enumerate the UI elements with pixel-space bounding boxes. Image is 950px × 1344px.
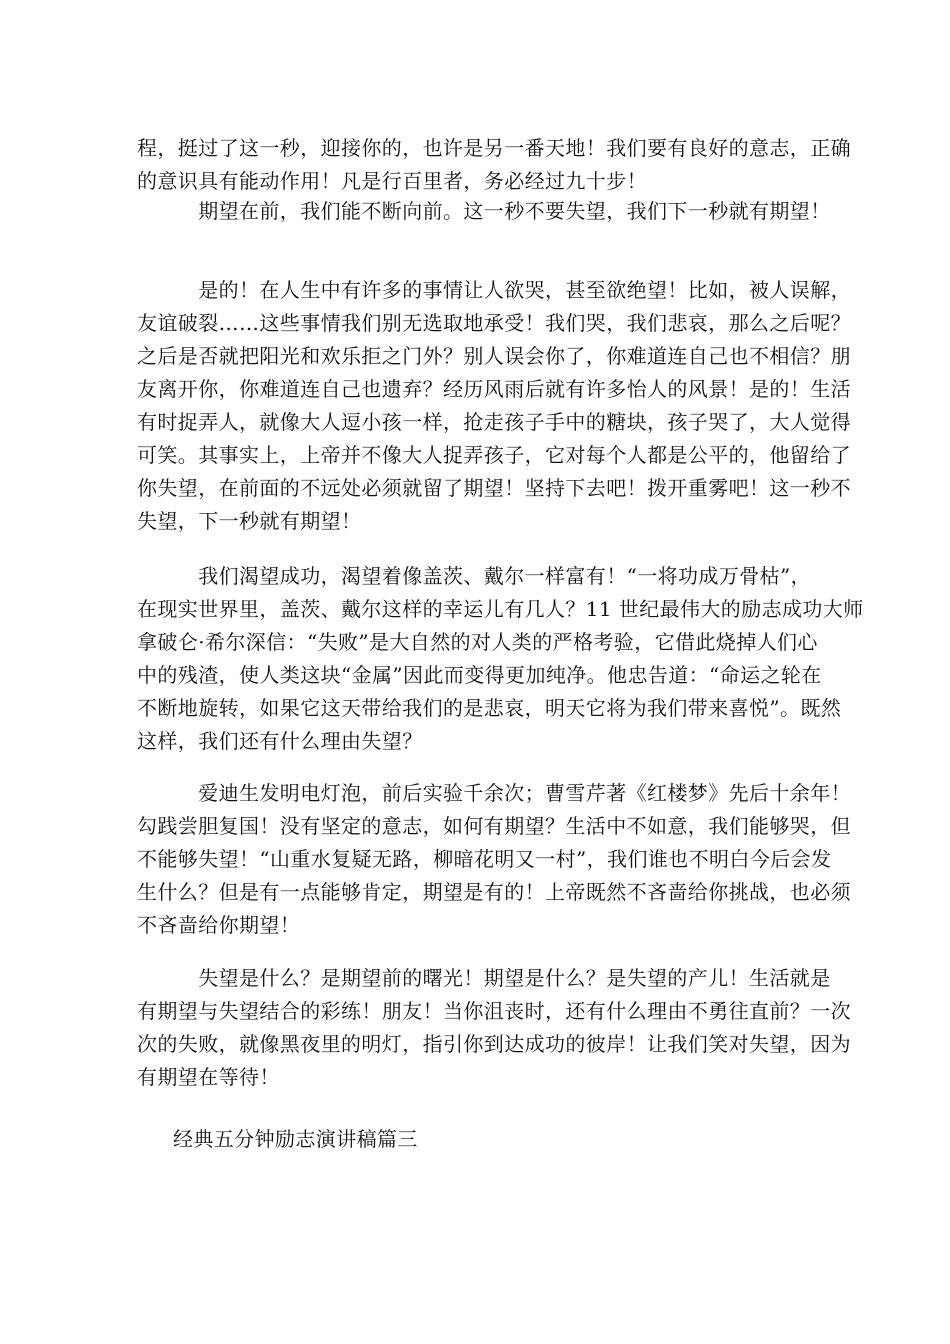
paragraph [137,195,831,228]
text-line: 有期望与失望结合的彩练！朋友！当你沮丧时，还有什么理由不勇往直前？一次 [137,999,851,1023]
text-line: 这样，我们还有什么理由失望？ [137,729,423,753]
text-line: 拿破仑·希尔深信：“失败”是大自然的对人类的严格考验，它借此烧掉人们心 [137,630,818,654]
text-line: 爱迪生发明电灯泡，前后实验千余次；曹雪芹著《红楼梦》先后十余年！ [137,781,851,805]
text-line: 不吝啬给你期望！ [137,913,301,937]
text-line: 你失望，在前面的不远处必须就留了期望！坚持下去吧！拨开重雾吧！这一秒不 [137,476,851,500]
text-line: 有期望在等待！ [137,1065,280,1089]
text-line: 可笑。其事实上，上帝并不像大人捉弄孩子，它对每个人都是公平的，他留给了 [137,443,851,467]
text-line: 生什么？但是有一点能够肯定，期望是有的！上帝既然不吝啬给你挑战，也必须 [137,880,851,904]
text-line: 友谊破裂……这些事情我们别无选取地承受！我们哭，我们悲哀，那么之后呢？ [137,311,851,335]
paragraph [137,777,851,942]
text-line: 有时捉弄人，就像大人逗小孩一样，抢走孩子手中的糖块，孩子哭了，大人觉得 [137,410,851,434]
paragraph [137,962,851,1094]
text-line: 中的残渣，使人类这块“金属”因此而变得更加纯净。他忠告道：“命运之轮在 [137,663,822,687]
text-line: 不能够失望！“山重水复疑无路，柳暗花明又一村”，我们谁也不明白今后会发 [137,847,832,871]
text-line: 程，挺过了这一秒，迎接你的，也许是另一番天地！我们要有良好的意志，正确 [137,136,851,160]
text-line: 我们渴望成功，渴望着像盖茨、戴尔一样富有！“一将功成万骨枯”， [137,564,812,588]
text-line: 的意识具有能动作用！凡是行百里者，务必经过九十步！ [137,169,647,193]
paragraph-continuation [137,132,851,198]
text-line: 是的！在人生中有许多的事情让人欲哭，甚至欲绝望！比如，被人误解， [137,278,851,302]
text-line: 在现实世界里，盖茨、戴尔这样的幸运儿有几人？11 世纪最伟大的励志成功大师 [137,597,864,621]
paragraph [137,560,864,758]
section-heading: 经典五分钟励志演讲稿篇三 [173,1127,418,1151]
text-line: 不断地旋转，如果它这天带给我们的是悲哀，明天它将为我们带来喜悦”。既然 [137,696,842,720]
text-line: 勾践尝胆复国！没有坚定的意志，如何有期望？生活中不如意，我们能够哭，但 [137,814,851,838]
text-line: 之后是否就把阳光和欢乐拒之门外？别人误会你了，你难道连自己也不相信？朋 [137,344,851,368]
text-line: 次的失败，就像黑夜里的明灯，指引你到达成功的彼岸！让我们笑对失望，因为 [137,1032,851,1056]
text-line: 友离开你，你难道连自己也遗弃？经历风雨后就有许多怡人的风景！是的！生活 [137,377,851,401]
paragraph [137,274,851,538]
text-line: 失望，下一秒就有期望！ [137,509,362,533]
text-line: 失望是什么？是期望前的曙光！期望是什么？是失望的产儿！生活就是 [137,966,831,990]
text-line: 期望在前，我们能不断向前。这一秒不要失望，我们下一秒就有期望！ [137,199,831,223]
